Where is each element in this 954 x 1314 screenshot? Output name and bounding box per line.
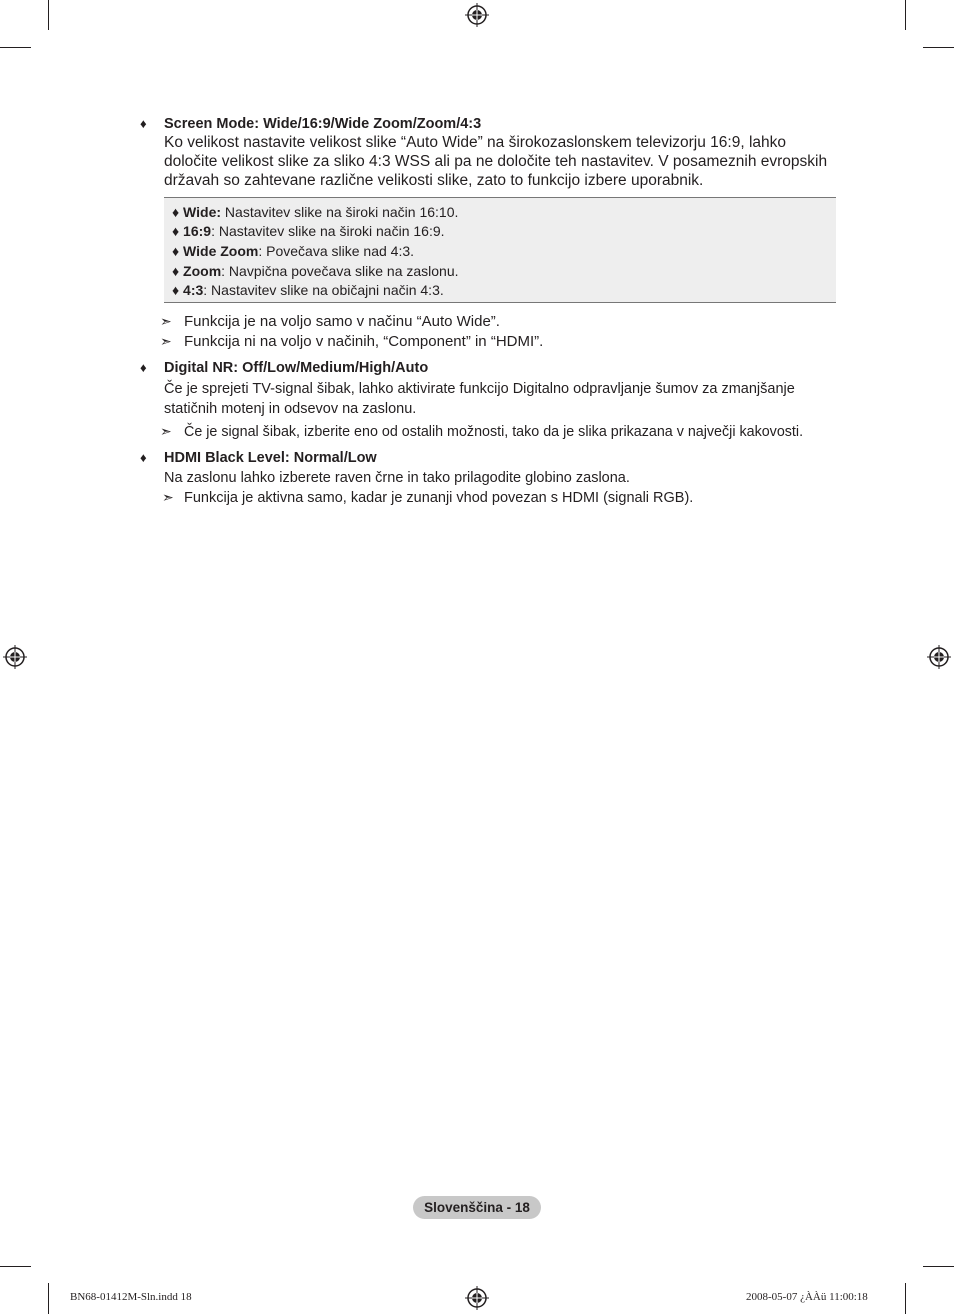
- registration-mark-icon: [465, 3, 489, 27]
- crop-mark-bottom-right-v: [905, 1283, 906, 1314]
- digital-nr-title: Digital NR: Off/Low/Medium/High/Auto: [164, 360, 429, 376]
- diamond-bullet-icon: ♦: [172, 263, 180, 279]
- option-16-9: [172, 223, 445, 239]
- registration-mark-icon: [465, 1286, 489, 1310]
- option-4-3: [172, 282, 444, 298]
- note-text: Če je signal šibak, izberite eno od ostalih možnosti, tako da je slika prikazana v največji kakovosti.: [184, 424, 804, 440]
- note-auto-wide: [160, 313, 500, 330]
- diamond-bullet-icon: ♦: [172, 282, 180, 298]
- crop-mark-top-right-v: [905, 0, 906, 30]
- note-weak-signal: [160, 423, 803, 440]
- hdmi-black-level-section: [140, 450, 840, 512]
- crop-mark-top-left-h: [0, 47, 31, 48]
- option-zoom: [172, 263, 459, 279]
- diamond-bullet-icon: ♦: [140, 360, 147, 375]
- screen-mode-line-2: določite velikost slike za sliko 4:3 WSS ali pa ne določite teh nastavitev. V posameznih evropskih: [164, 153, 828, 170]
- option-label: Wide:: [183, 204, 222, 220]
- option-label: Wide Zoom: [183, 243, 259, 259]
- digital-nr-line-1: Če je sprejeti TV-signal šibak, lahko aktivirate funkcijo Digitalno odpravljanje šumov za zmanjšanje: [164, 381, 795, 397]
- screen-mode-line-1: Ko velikost nastavite velikost slike “Auto Wide” na širokozaslonskem televizorju 16:9, lahko: [164, 134, 786, 151]
- hdmi-black-level-line-1: Na zaslonu lahko izberete raven črne in tako prilagodite globino zaslona.: [164, 470, 630, 486]
- hdmi-black-level-title: HDMI Black Level: Normal/Low: [164, 450, 377, 466]
- crop-mark-top-left-v: [48, 0, 49, 30]
- note-arrow-icon: ➣: [160, 423, 172, 439]
- note-text: Funkcija ni na voljo v načinih, “Component” in “HDMI”.: [184, 333, 544, 350]
- screen-mode-line-3: državah so zahtevane različne velikosti slike, zato to funkcijo izbere uporabnik.: [164, 172, 704, 189]
- diamond-bullet-icon: ♦: [172, 204, 180, 220]
- note-component-hdmi: [160, 333, 543, 350]
- option-label: 16:9: [183, 223, 212, 239]
- option-label: 4:3: [183, 282, 204, 298]
- diamond-bullet-icon: ♦: [172, 243, 180, 259]
- crop-mark-top-right-h: [923, 47, 954, 48]
- option-text: : Navpična povečava slike na zaslonu.: [221, 263, 459, 279]
- date-info: 2008-05-07 ¿ÀÀü 11:00:18: [746, 1291, 868, 1303]
- crop-mark-bottom-right-h: [923, 1266, 954, 1267]
- digital-nr-section: [140, 360, 840, 446]
- file-info: BN68-01412M-Sln.indd 18: [70, 1291, 192, 1303]
- screen-mode-title: Screen Mode: Wide/16:9/Wide Zoom/Zoom/4:3: [164, 116, 482, 132]
- option-label: Zoom: [183, 263, 222, 279]
- digital-nr-line-2: statičnih motenj in odsevov na zaslonu.: [164, 401, 417, 417]
- crop-mark-bottom-left-h: [0, 1266, 31, 1267]
- diamond-bullet-icon: ♦: [172, 223, 180, 239]
- note-arrow-icon: ➣: [162, 489, 174, 505]
- registration-mark-icon: [927, 645, 951, 669]
- registration-mark-icon: [3, 645, 27, 669]
- diamond-bullet-icon: ♦: [140, 116, 147, 131]
- note-text: Funkcija je aktivna samo, kadar je zunanji vhod povezan s HDMI (signali RGB).: [184, 490, 694, 506]
- option-wide: [172, 204, 458, 220]
- option-text: Nastavitev slike na široki način 16:10.: [221, 204, 459, 220]
- note-text: Funkcija je na voljo samo v načinu “Auto Wide”.: [184, 313, 500, 330]
- option-text: : Nastavitev slike na široki način 16:9.: [211, 223, 445, 239]
- crop-mark-bottom-left-v: [48, 1283, 49, 1314]
- note-hdmi-rgb: [162, 489, 693, 506]
- diamond-bullet-icon: ♦: [140, 450, 147, 465]
- note-arrow-icon: ➣: [160, 333, 172, 349]
- screen-mode-options-box: [164, 197, 836, 303]
- option-wide-zoom: [172, 243, 414, 259]
- note-arrow-icon: ➣: [160, 313, 172, 329]
- page-number-label: Slovenščina - 18: [413, 1196, 541, 1219]
- option-text: : Povečava slike nad 4:3.: [258, 243, 415, 259]
- option-text: : Nastavitev slike na običajni način 4:3.: [203, 282, 444, 298]
